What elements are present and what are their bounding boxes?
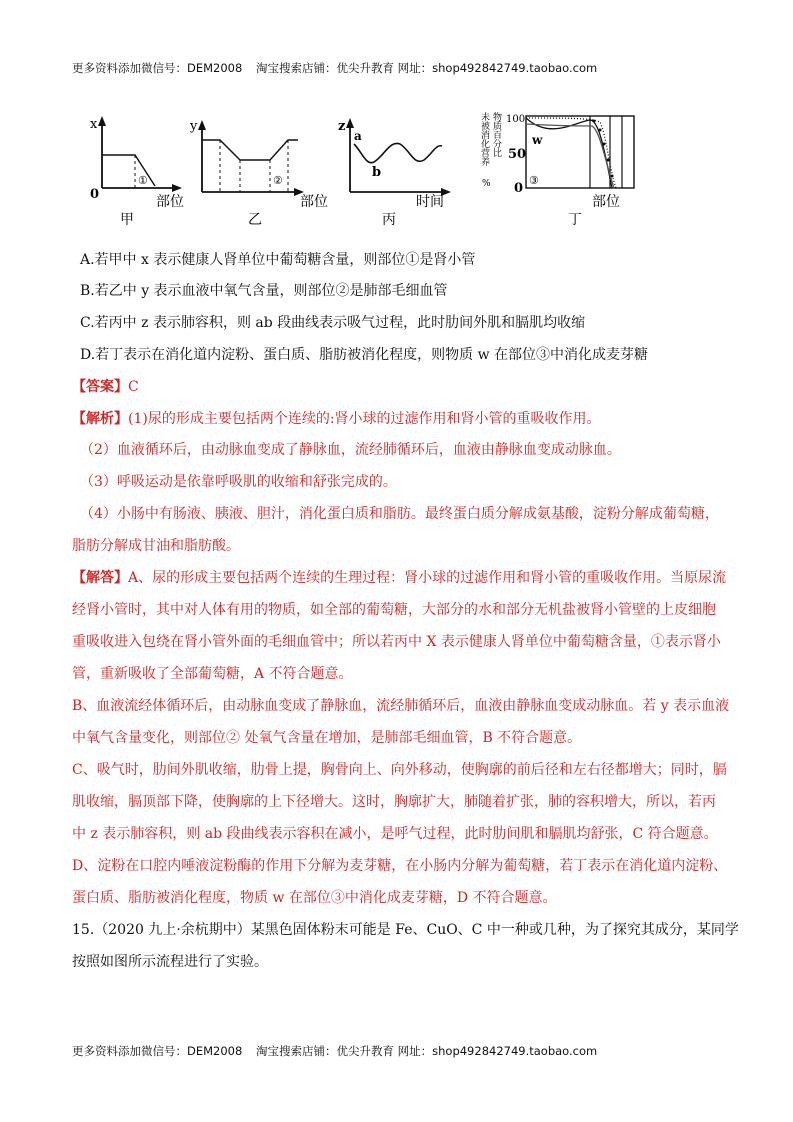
ding-ylabel-unit: % [482, 179, 491, 189]
solution-b1: B、血液流经体循环后，由动脉血变成了静脉血，流经肺循环后，血液由静脉血变成动脉血。若 y 表示血液 [72, 698, 730, 714]
question-15-line-2: 按照如图所示流程进行了实验。 [72, 954, 268, 970]
solution-a1: A、尿的形成主要包括两个连续的生理过程：肾小球的过滤作用和肾小管的重吸收作用。当原尿流 [128, 570, 727, 586]
ding-tick-50: 50 [508, 147, 527, 162]
solution-label: 【解答】 [72, 570, 128, 586]
header-wechat: 更多资料添加微信号：DEM2008 [72, 61, 243, 75]
jia-axis-x: 部位 [156, 194, 184, 210]
solution-d2: 蛋白质、脂肪被消化程度，物质 w 在部位③中消化成麦芽糖，D 不符合题意。 [72, 890, 557, 906]
answer-line [72, 377, 732, 397]
analysis-p2: （2）血液循环后，由动脉血变成了静脉血，流经肺循环后，血液由静脉血变成动脉血。 [80, 442, 621, 458]
ding-curve-w: w [532, 133, 543, 147]
figure-jia [90, 116, 184, 228]
analysis-p1: (1)尿的形成主要包括两个连续的:肾小球的过滤作用和肾小管的重吸收作用。 [128, 411, 601, 427]
analysis-line-1 [72, 409, 732, 429]
option-c: C.若丙中 z 表示肺容积，则 ab 段曲线表示吸气过程，此时肋间外肌和膈肌均收缩 [80, 315, 586, 331]
footer-url: 网址：shop492842749.taobao.com [397, 1044, 598, 1058]
solution-c3: 中 z 表示肺容积，则 ab 段曲线表示容积在减小，是呼气过程，此时肋间肌和膈肌均舒张，C 符合题意。 [72, 826, 718, 842]
analysis-p4b: 脂肪分解成甘油和脂肪酸。 [72, 538, 240, 554]
ding-tick-100: 100 [506, 114, 526, 125]
solution-a4: 管，重新吸收了全部葡萄糖，A 不符合题意。 [72, 666, 353, 682]
answer-label: 【答案】 [72, 379, 128, 395]
figure-ding [479, 111, 634, 228]
header-url: 网址：shop492842749.taobao.com [397, 61, 598, 75]
figure-row [80, 100, 680, 235]
ding-ylabel-2: 物质百分比 [491, 112, 501, 157]
option-d: D.若丁表示在消化道内淀粉、蛋白质、脂肪被消化程度，则物质 w 在部位③中消化成麦芽糖 [80, 347, 649, 363]
answer-value: C [128, 379, 139, 395]
jia-caption: 甲 [120, 212, 134, 228]
footer-wechat: 更多资料添加微信号：DEM2008 [72, 1044, 243, 1058]
bing-point-b: b [372, 165, 382, 180]
ding-ylabel-1: 未被消化营养 [479, 112, 489, 166]
header-shop: 淘宝搜索店铺：优尖升教育 [255, 61, 394, 75]
solution-c2: 肌收缩，膈顶部下降，使胸廓的上下径增大。这时，胸廓扩大，肺随着扩张，肺的容积增大，所以，若丙 [72, 794, 716, 810]
ding-tick-0: 0 [514, 181, 524, 196]
analysis-p3: （3）呼吸运动是依靠呼吸肌的收缩和舒张完成的。 [80, 474, 397, 490]
analysis-p4a: （4）小肠中有肠液、胰液、胆汁，消化蛋白质和脂肪。最终蛋白质分解成氨基酸，淀粉分解成葡萄糖， [80, 506, 719, 522]
solution-line-1 [72, 568, 732, 588]
bing-caption: 丙 [382, 212, 396, 228]
jia-marker: ① [138, 174, 148, 187]
footer-shop: 淘宝搜索店铺：优尖升教育 [255, 1044, 394, 1058]
yi-axis-y: y [190, 119, 198, 134]
page-footer [72, 1043, 597, 1059]
figure-yi [189, 119, 328, 228]
jia-origin: 0 [90, 187, 100, 202]
analysis-label: 【解析】 [72, 411, 128, 427]
solution-c1: C、吸气时，肋间外肌收缩，肋骨上提，胸骨向上、向外移动，使胸廓的前后径和左右径都增大；同时，膈 [72, 762, 727, 778]
solution-b2: 中氧气含量变化，则部位② 处氧气含量在增加，是肺部毛细血管，B 不符合题意。 [72, 730, 582, 746]
solution-d1: D、淀粉在口腔内唾液淀粉酶的作用下分解为麦芽糖，在小肠内分解为葡萄糖，若丁表示在消化道内淀粉、 [72, 858, 728, 874]
page-header [72, 60, 597, 76]
yi-marker: ② [273, 174, 283, 187]
ding-marker: ③ [529, 174, 539, 187]
jia-axis-y: x [90, 117, 98, 132]
bing-axis-x: 时间 [416, 194, 444, 210]
yi-caption: 乙 [248, 212, 262, 228]
figure-bing [338, 118, 451, 228]
yi-axis-x: 部位 [300, 194, 328, 210]
solution-a2: 经肾小管时，其中对人体有用的物质，如全部的葡萄糖，大部分的水和部分无机盐被肾小管壁的上皮细胞 [72, 602, 716, 618]
ding-axis-x: 部位 [592, 194, 620, 210]
bing-point-a: a [354, 129, 362, 143]
solution-a3: 重吸收进入包绕在肾小管外面的毛细血管中；所以若丙中 X 表示健康人肾单位中葡萄糖含量，①表示肾小 [72, 634, 721, 650]
option-b: B.若乙中 y 表示血液中氧气含量，则部位②是肺部毛细血管 [80, 283, 448, 299]
bing-axis-y: z [338, 119, 346, 134]
option-a: A.若甲中 x 表示健康人肾单位中葡萄糖含量，则部位①是肾小管 [80, 252, 476, 268]
ding-caption: 丁 [568, 212, 582, 228]
question-15-line-1: 15.（2020 九上·余杭期中）某黑色固体粉末可能是 Fe、CuO、C 中一种或几种，为了探究其成分，某同学 [72, 922, 739, 938]
